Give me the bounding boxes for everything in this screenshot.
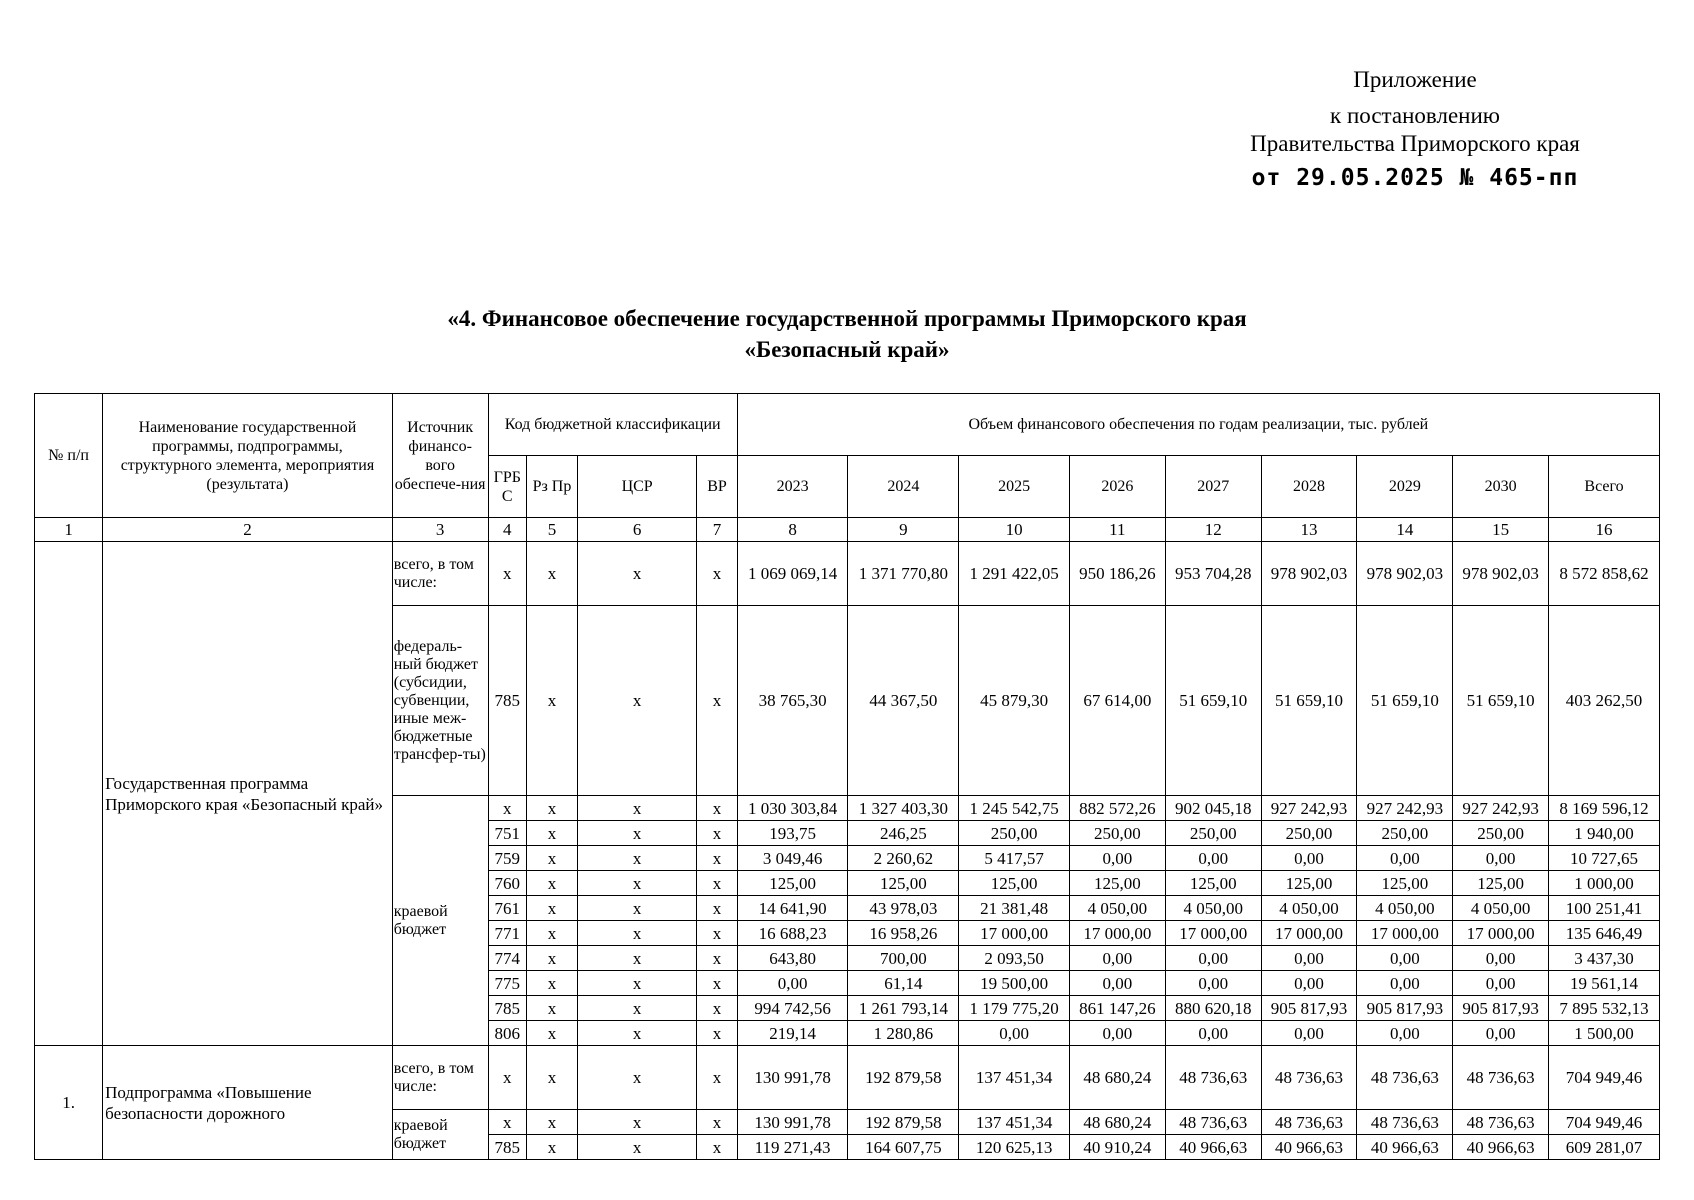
value-cell: 0,00 <box>1069 1021 1165 1046</box>
value-cell: 192 879,58 <box>848 1110 959 1135</box>
header-rzpr: Рз Пр <box>526 456 577 518</box>
code-cell: x <box>526 1110 577 1135</box>
value-cell: 0,00 <box>1357 971 1453 996</box>
value-cell: 193,75 <box>737 821 848 846</box>
value-cell: 40 966,63 <box>1453 1135 1549 1160</box>
value-cell: 0,00 <box>1453 1021 1549 1046</box>
value-cell: 67 614,00 <box>1069 606 1165 796</box>
code-cell: x <box>697 996 738 1021</box>
value-cell: 164 607,75 <box>848 1135 959 1160</box>
value-cell: 48 680,24 <box>1069 1110 1165 1135</box>
value-cell: 51 659,10 <box>1453 606 1549 796</box>
value-cell: 0,00 <box>1261 846 1357 871</box>
header-num: № п/п <box>35 394 103 518</box>
value-cell: 250,00 <box>1261 821 1357 846</box>
value-cell: 4 050,00 <box>1165 896 1261 921</box>
code-cell: x <box>578 946 697 971</box>
value-cell: 48 736,63 <box>1261 1046 1357 1110</box>
value-cell: 0,00 <box>1261 971 1357 996</box>
code-cell: x <box>697 1046 738 1110</box>
value-cell: 0,00 <box>1165 971 1261 996</box>
value-cell: 1 940,00 <box>1549 821 1660 846</box>
value-cell: 125,00 <box>1357 871 1453 896</box>
value-cell: 45 879,30 <box>959 606 1070 796</box>
value-cell: 43 978,03 <box>848 896 959 921</box>
value-cell: 17 000,00 <box>1069 921 1165 946</box>
value-cell: 1 291 422,05 <box>959 542 1070 606</box>
code-cell: x <box>697 606 738 796</box>
value-cell: 1 000,00 <box>1549 871 1660 896</box>
column-numbers-row <box>35 518 1660 542</box>
column-number: 3 <box>392 518 488 542</box>
value-cell: 0,00 <box>1165 946 1261 971</box>
source-cell: краевой бюджет <box>392 796 488 1046</box>
code-cell: x <box>526 846 577 871</box>
value-cell: 0,00 <box>1357 946 1453 971</box>
value-cell: 246,25 <box>848 821 959 846</box>
code-cell: x <box>578 1021 697 1046</box>
code-cell: x <box>578 846 697 871</box>
value-cell: 125,00 <box>1453 871 1549 896</box>
value-cell: 51 659,10 <box>1261 606 1357 796</box>
value-cell: 0,00 <box>1453 971 1549 996</box>
column-number: 8 <box>737 518 848 542</box>
header-name: Наименование государственной программы, подпрограммы, структурного элемента, мероприятия (результата) <box>103 394 393 518</box>
value-cell: 135 646,49 <box>1549 921 1660 946</box>
header-year: 2028 <box>1261 456 1357 518</box>
column-number: 4 <box>488 518 526 542</box>
source-cell: краевой бюджет <box>392 1110 488 1160</box>
value-cell: 0,00 <box>1069 971 1165 996</box>
value-cell: 17 000,00 <box>1165 921 1261 946</box>
value-cell: 1 069 069,14 <box>737 542 848 606</box>
code-cell: 806 <box>488 1021 526 1046</box>
code-cell: x <box>488 1110 526 1135</box>
column-number: 13 <box>1261 518 1357 542</box>
value-cell: 882 572,26 <box>1069 796 1165 821</box>
code-cell: x <box>578 1135 697 1160</box>
value-cell: 61,14 <box>848 971 959 996</box>
value-cell: 119 271,43 <box>737 1135 848 1160</box>
document-title <box>0 303 1694 365</box>
value-cell: 40 966,63 <box>1165 1135 1261 1160</box>
header-year: 2027 <box>1165 456 1261 518</box>
value-cell: 0,00 <box>1453 846 1549 871</box>
value-cell: 1 500,00 <box>1549 1021 1660 1046</box>
value-cell: 5 417,57 <box>959 846 1070 871</box>
code-cell: x <box>697 1110 738 1135</box>
header-volume-group: Объем финансового обеспечения по годам реализации, тыс. рублей <box>737 394 1659 456</box>
value-cell: 51 659,10 <box>1165 606 1261 796</box>
code-cell: x <box>526 946 577 971</box>
source-cell: всего, в том числе: <box>392 542 488 606</box>
value-cell: 0,00 <box>1069 946 1165 971</box>
value-cell: 3 437,30 <box>1549 946 1660 971</box>
value-cell: 4 050,00 <box>1069 896 1165 921</box>
code-cell: x <box>578 996 697 1021</box>
value-cell: 125,00 <box>737 871 848 896</box>
column-number: 10 <box>959 518 1070 542</box>
appendix-resolution: к постановлению <box>1330 103 1500 128</box>
code-cell: x <box>697 542 738 606</box>
code-cell: x <box>697 946 738 971</box>
value-cell: 250,00 <box>959 821 1070 846</box>
value-cell: 250,00 <box>1165 821 1261 846</box>
value-cell: 0,00 <box>1357 1021 1453 1046</box>
value-cell: 0,00 <box>1165 1021 1261 1046</box>
header-year: 2023 <box>737 456 848 518</box>
appendix-date-number: от 29.05.2025 № 465-пп <box>1251 165 1579 191</box>
code-cell: x <box>488 1046 526 1110</box>
value-cell: 4 050,00 <box>1453 896 1549 921</box>
code-cell: 761 <box>488 896 526 921</box>
value-cell: 994 742,56 <box>737 996 848 1021</box>
code-cell: x <box>578 606 697 796</box>
value-cell: 978 902,03 <box>1453 542 1549 606</box>
code-cell: x <box>697 1135 738 1160</box>
source-cell: федераль-ный бюджет (субсидии, субвенции, иные меж-бюджетные трансфер-ты) <box>392 606 488 796</box>
value-cell: 48 736,63 <box>1165 1110 1261 1135</box>
value-cell: 17 000,00 <box>959 921 1070 946</box>
value-cell: 7 895 532,13 <box>1549 996 1660 1021</box>
value-cell: 2 260,62 <box>848 846 959 871</box>
value-cell: 38 765,30 <box>737 606 848 796</box>
value-cell: 4 050,00 <box>1261 896 1357 921</box>
value-cell: 250,00 <box>1069 821 1165 846</box>
value-cell: 130 991,78 <box>737 1046 848 1110</box>
code-cell: 775 <box>488 971 526 996</box>
code-cell: x <box>578 896 697 921</box>
value-cell: 2 093,50 <box>959 946 1070 971</box>
header-row-1 <box>35 394 1660 456</box>
value-cell: 48 736,63 <box>1165 1046 1261 1110</box>
value-cell: 48 736,63 <box>1357 1046 1453 1110</box>
subprogram-total-row <box>35 1046 1660 1110</box>
value-cell: 40 910,24 <box>1069 1135 1165 1160</box>
title-line-2: «Безопасный край» <box>744 337 950 362</box>
value-cell: 704 949,46 <box>1549 1046 1660 1110</box>
code-cell: x <box>697 1021 738 1046</box>
code-cell: x <box>578 542 697 606</box>
value-cell: 48 736,63 <box>1261 1110 1357 1135</box>
code-cell: 760 <box>488 871 526 896</box>
code-cell: 751 <box>488 821 526 846</box>
code-cell: x <box>526 921 577 946</box>
value-cell: 48 736,63 <box>1453 1046 1549 1110</box>
value-cell: 10 727,65 <box>1549 846 1660 871</box>
value-cell: 48 736,63 <box>1357 1110 1453 1135</box>
source-cell: всего, в том числе: <box>392 1046 488 1110</box>
code-cell: x <box>526 871 577 896</box>
column-number: 2 <box>103 518 393 542</box>
value-cell: 100 251,41 <box>1549 896 1660 921</box>
value-cell: 16 688,23 <box>737 921 848 946</box>
program-total-row <box>35 542 1660 606</box>
value-cell: 44 367,50 <box>848 606 959 796</box>
appendix-header <box>1180 66 1650 192</box>
code-cell: x <box>697 921 738 946</box>
header-year: 2030 <box>1453 456 1549 518</box>
subprogram-name: Подпрограмма «Повышение безопасности дорожного <box>103 1046 393 1160</box>
value-cell: 905 817,93 <box>1357 996 1453 1021</box>
value-cell: 130 991,78 <box>737 1110 848 1135</box>
value-cell: 137 451,34 <box>959 1046 1070 1110</box>
value-cell: 4 050,00 <box>1357 896 1453 921</box>
code-cell: x <box>526 542 577 606</box>
value-cell: 0,00 <box>1261 1021 1357 1046</box>
header-source: Источник финансо-вого обеспече-ния <box>392 394 488 518</box>
code-cell: x <box>578 921 697 946</box>
column-number: 7 <box>697 518 738 542</box>
value-cell: 704 949,46 <box>1549 1110 1660 1135</box>
value-cell: 1 280,86 <box>848 1021 959 1046</box>
code-cell: 774 <box>488 946 526 971</box>
column-number: 14 <box>1357 518 1453 542</box>
value-cell: 19 500,00 <box>959 971 1070 996</box>
value-cell: 1 245 542,75 <box>959 796 1070 821</box>
code-cell: 785 <box>488 996 526 1021</box>
value-cell: 905 817,93 <box>1453 996 1549 1021</box>
value-cell: 17 000,00 <box>1453 921 1549 946</box>
value-cell: 48 680,24 <box>1069 1046 1165 1110</box>
value-cell: 1 030 303,84 <box>737 796 848 821</box>
code-cell: x <box>526 1021 577 1046</box>
value-cell: 40 966,63 <box>1261 1135 1357 1160</box>
value-cell: 125,00 <box>848 871 959 896</box>
code-cell: x <box>526 1135 577 1160</box>
code-cell: x <box>526 971 577 996</box>
code-cell: x <box>578 1110 697 1135</box>
code-cell: 771 <box>488 921 526 946</box>
value-cell: 927 242,93 <box>1261 796 1357 821</box>
value-cell: 905 817,93 <box>1261 996 1357 1021</box>
header-total: Всего <box>1549 456 1660 518</box>
value-cell: 17 000,00 <box>1261 921 1357 946</box>
value-cell: 953 704,28 <box>1165 542 1261 606</box>
value-cell: 250,00 <box>1453 821 1549 846</box>
appendix-government: Правительства Приморского края <box>1250 131 1580 156</box>
column-number: 9 <box>848 518 959 542</box>
value-cell: 0,00 <box>1261 946 1357 971</box>
value-cell: 250,00 <box>1357 821 1453 846</box>
value-cell: 219,14 <box>737 1021 848 1046</box>
value-cell: 21 381,48 <box>959 896 1070 921</box>
appendix-label: Приложение <box>1353 67 1477 92</box>
code-cell: x <box>488 796 526 821</box>
value-cell: 137 451,34 <box>959 1110 1070 1135</box>
value-cell: 14 641,90 <box>737 896 848 921</box>
value-cell: 125,00 <box>1261 871 1357 896</box>
value-cell: 0,00 <box>1357 846 1453 871</box>
value-cell: 0,00 <box>1069 846 1165 871</box>
column-number: 11 <box>1069 518 1165 542</box>
code-cell: x <box>697 871 738 896</box>
value-cell: 1 327 403,30 <box>848 796 959 821</box>
value-cell: 8 572 858,62 <box>1549 542 1660 606</box>
value-cell: 51 659,10 <box>1357 606 1453 796</box>
value-cell: 1 371 770,80 <box>848 542 959 606</box>
value-cell: 950 186,26 <box>1069 542 1165 606</box>
value-cell: 0,00 <box>1453 946 1549 971</box>
code-cell: x <box>488 542 526 606</box>
column-number: 15 <box>1453 518 1549 542</box>
code-cell: x <box>578 1046 697 1110</box>
value-cell: 125,00 <box>1069 871 1165 896</box>
value-cell: 861 147,26 <box>1069 996 1165 1021</box>
value-cell: 1 179 775,20 <box>959 996 1070 1021</box>
code-cell: 785 <box>488 1135 526 1160</box>
financing-table <box>34 393 1660 1160</box>
value-cell: 120 625,13 <box>959 1135 1070 1160</box>
code-cell: x <box>578 821 697 846</box>
program-name: Государственная программа Приморского края «Безопасный край» <box>103 542 393 1046</box>
value-cell: 403 262,50 <box>1549 606 1660 796</box>
subprogram-num: 1. <box>35 1046 103 1160</box>
value-cell: 0,00 <box>959 1021 1070 1046</box>
code-cell: x <box>578 971 697 996</box>
column-number: 6 <box>578 518 697 542</box>
code-cell: x <box>697 796 738 821</box>
code-cell: x <box>697 846 738 871</box>
value-cell: 1 261 793,14 <box>848 996 959 1021</box>
column-number: 16 <box>1549 518 1660 542</box>
value-cell: 17 000,00 <box>1357 921 1453 946</box>
value-cell: 0,00 <box>737 971 848 996</box>
value-cell: 16 958,26 <box>848 921 959 946</box>
code-cell: x <box>697 971 738 996</box>
value-cell: 700,00 <box>848 946 959 971</box>
value-cell: 19 561,14 <box>1549 971 1660 996</box>
value-cell: 125,00 <box>959 871 1070 896</box>
code-cell: x <box>578 796 697 821</box>
code-cell: x <box>697 896 738 921</box>
code-cell: 785 <box>488 606 526 796</box>
value-cell: 48 736,63 <box>1453 1110 1549 1135</box>
code-cell: x <box>526 821 577 846</box>
header-vr: ВР <box>697 456 738 518</box>
header-year: 2029 <box>1357 456 1453 518</box>
value-cell: 125,00 <box>1165 871 1261 896</box>
code-cell: x <box>578 871 697 896</box>
value-cell: 880 620,18 <box>1165 996 1261 1021</box>
value-cell: 3 049,46 <box>737 846 848 871</box>
column-number: 12 <box>1165 518 1261 542</box>
value-cell: 927 242,93 <box>1453 796 1549 821</box>
code-cell: x <box>526 796 577 821</box>
value-cell: 192 879,58 <box>848 1046 959 1110</box>
column-number: 1 <box>35 518 103 542</box>
value-cell: 40 966,63 <box>1357 1135 1453 1160</box>
header-year: 2026 <box>1069 456 1165 518</box>
value-cell: 643,80 <box>737 946 848 971</box>
value-cell: 8 169 596,12 <box>1549 796 1660 821</box>
header-year: 2025 <box>959 456 1070 518</box>
value-cell: 902 045,18 <box>1165 796 1261 821</box>
header-grbs: ГРБ С <box>488 456 526 518</box>
code-cell: x <box>526 606 577 796</box>
column-number: 5 <box>526 518 577 542</box>
value-cell: 978 902,03 <box>1357 542 1453 606</box>
code-cell: x <box>526 1046 577 1110</box>
title-line-1: «4. Финансовое обеспечение государственной программы Приморского края <box>447 306 1247 331</box>
header-code-group: Код бюджетной классификации <box>488 394 737 456</box>
code-cell: x <box>697 821 738 846</box>
value-cell: 609 281,07 <box>1549 1135 1660 1160</box>
code-cell: x <box>526 996 577 1021</box>
header-csr: ЦСР <box>578 456 697 518</box>
code-cell: 759 <box>488 846 526 871</box>
value-cell: 927 242,93 <box>1357 796 1453 821</box>
header-year: 2024 <box>848 456 959 518</box>
code-cell: x <box>526 896 577 921</box>
program-num-cell <box>35 542 103 1046</box>
value-cell: 0,00 <box>1165 846 1261 871</box>
value-cell: 978 902,03 <box>1261 542 1357 606</box>
